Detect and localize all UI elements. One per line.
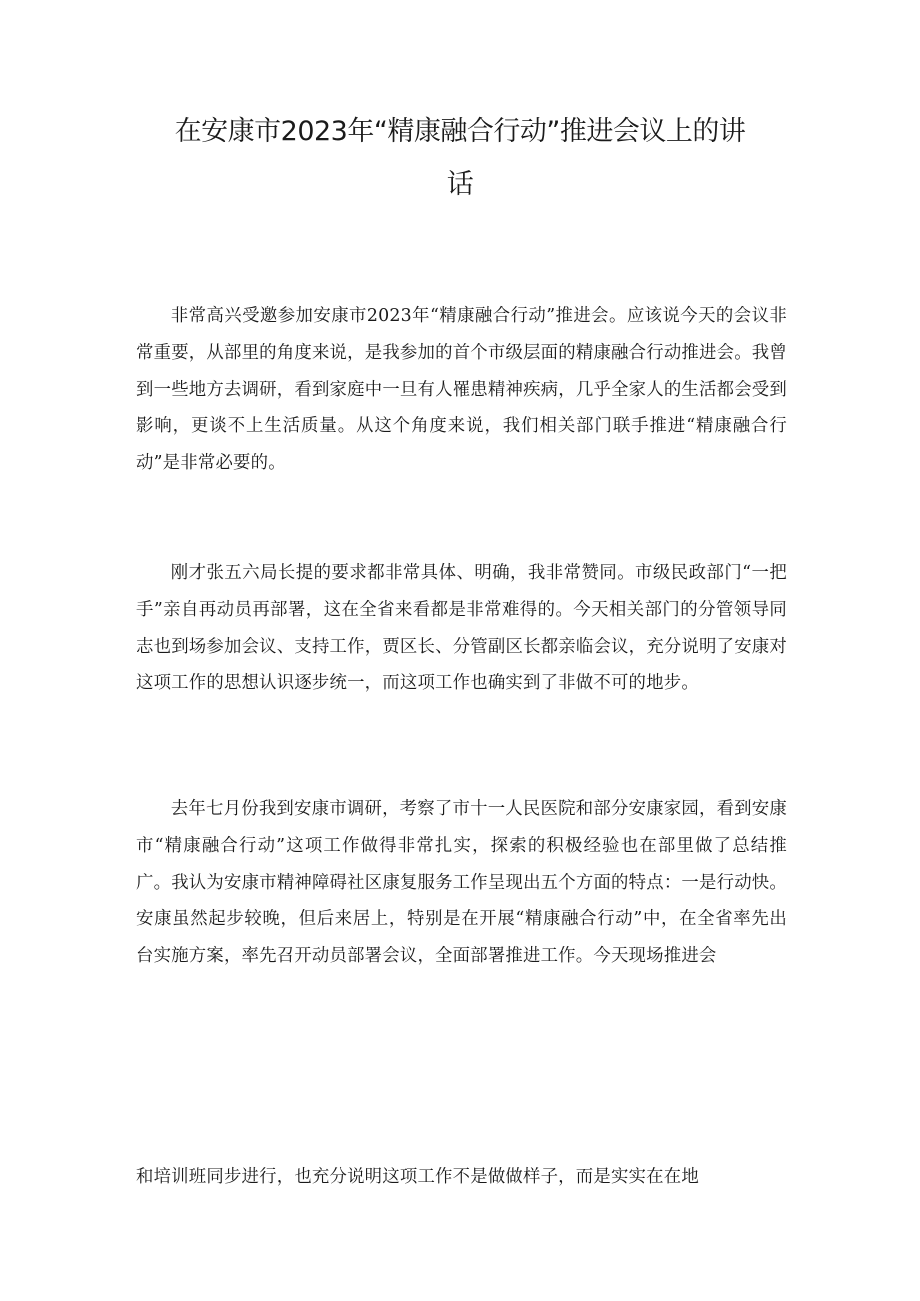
body-paragraph-4-continued: 和培训班同步进行，也充分说明这项工作不是做做样子，而是实实在在地 bbox=[136, 1167, 699, 1187]
body-paragraph-1: 非常高兴受邀参加安康市2023年“精康融合行动”推进会。应该说今天的会议非常重要，从部里的角度来说，是我参加的首个市级层面的精康融合行动推进会。我曾到一些地方去调研，看到家庭中一旦有人罹患精神疾病，几乎全家人的生活都会受到影响，更谈不上生活质量。从这个角度来说，我们相关部门联手推进“精康融合行动”是非常必要的。 bbox=[136, 306, 787, 474]
document-title-line-2: 话 bbox=[446, 169, 474, 200]
body-paragraph-2: 刚才张五六局长提的要求都非常具体、明确，我非常赞同。市级民政部门“一把手”亲自再动员再部署，这在全省来看都是非常难得的。今天相关部门的分管领导同志也到场参加会议、支持工作，贾区长、分管副区长都亲临会议，充分说明了安康对这项工作的思想认识逐步统一，而这项工作也确实到了非做不可的地步。 bbox=[136, 563, 787, 694]
document-title-line-1: 在安康市2023年“精康融合行动”推进会议上的讲 bbox=[174, 116, 746, 147]
body-paragraph-3: 去年七月份我到安康市调研，考察了市十一人民医院和部分安康家园，看到安康市“精康融合行动”这项工作做得非常扎实，探索的积极经验也在部里做了总结推广。我认为安康市精神障碍社区康复服务工作呈现出五个方面的特点：一是行动快。安康虽然起步较晚，但后来居上，特别是在开展“精康融合行动”中，在全省率先出台实施方案，率先召开动员部署会议，全面部署推进工作。今天现场推进会 bbox=[136, 799, 787, 967]
